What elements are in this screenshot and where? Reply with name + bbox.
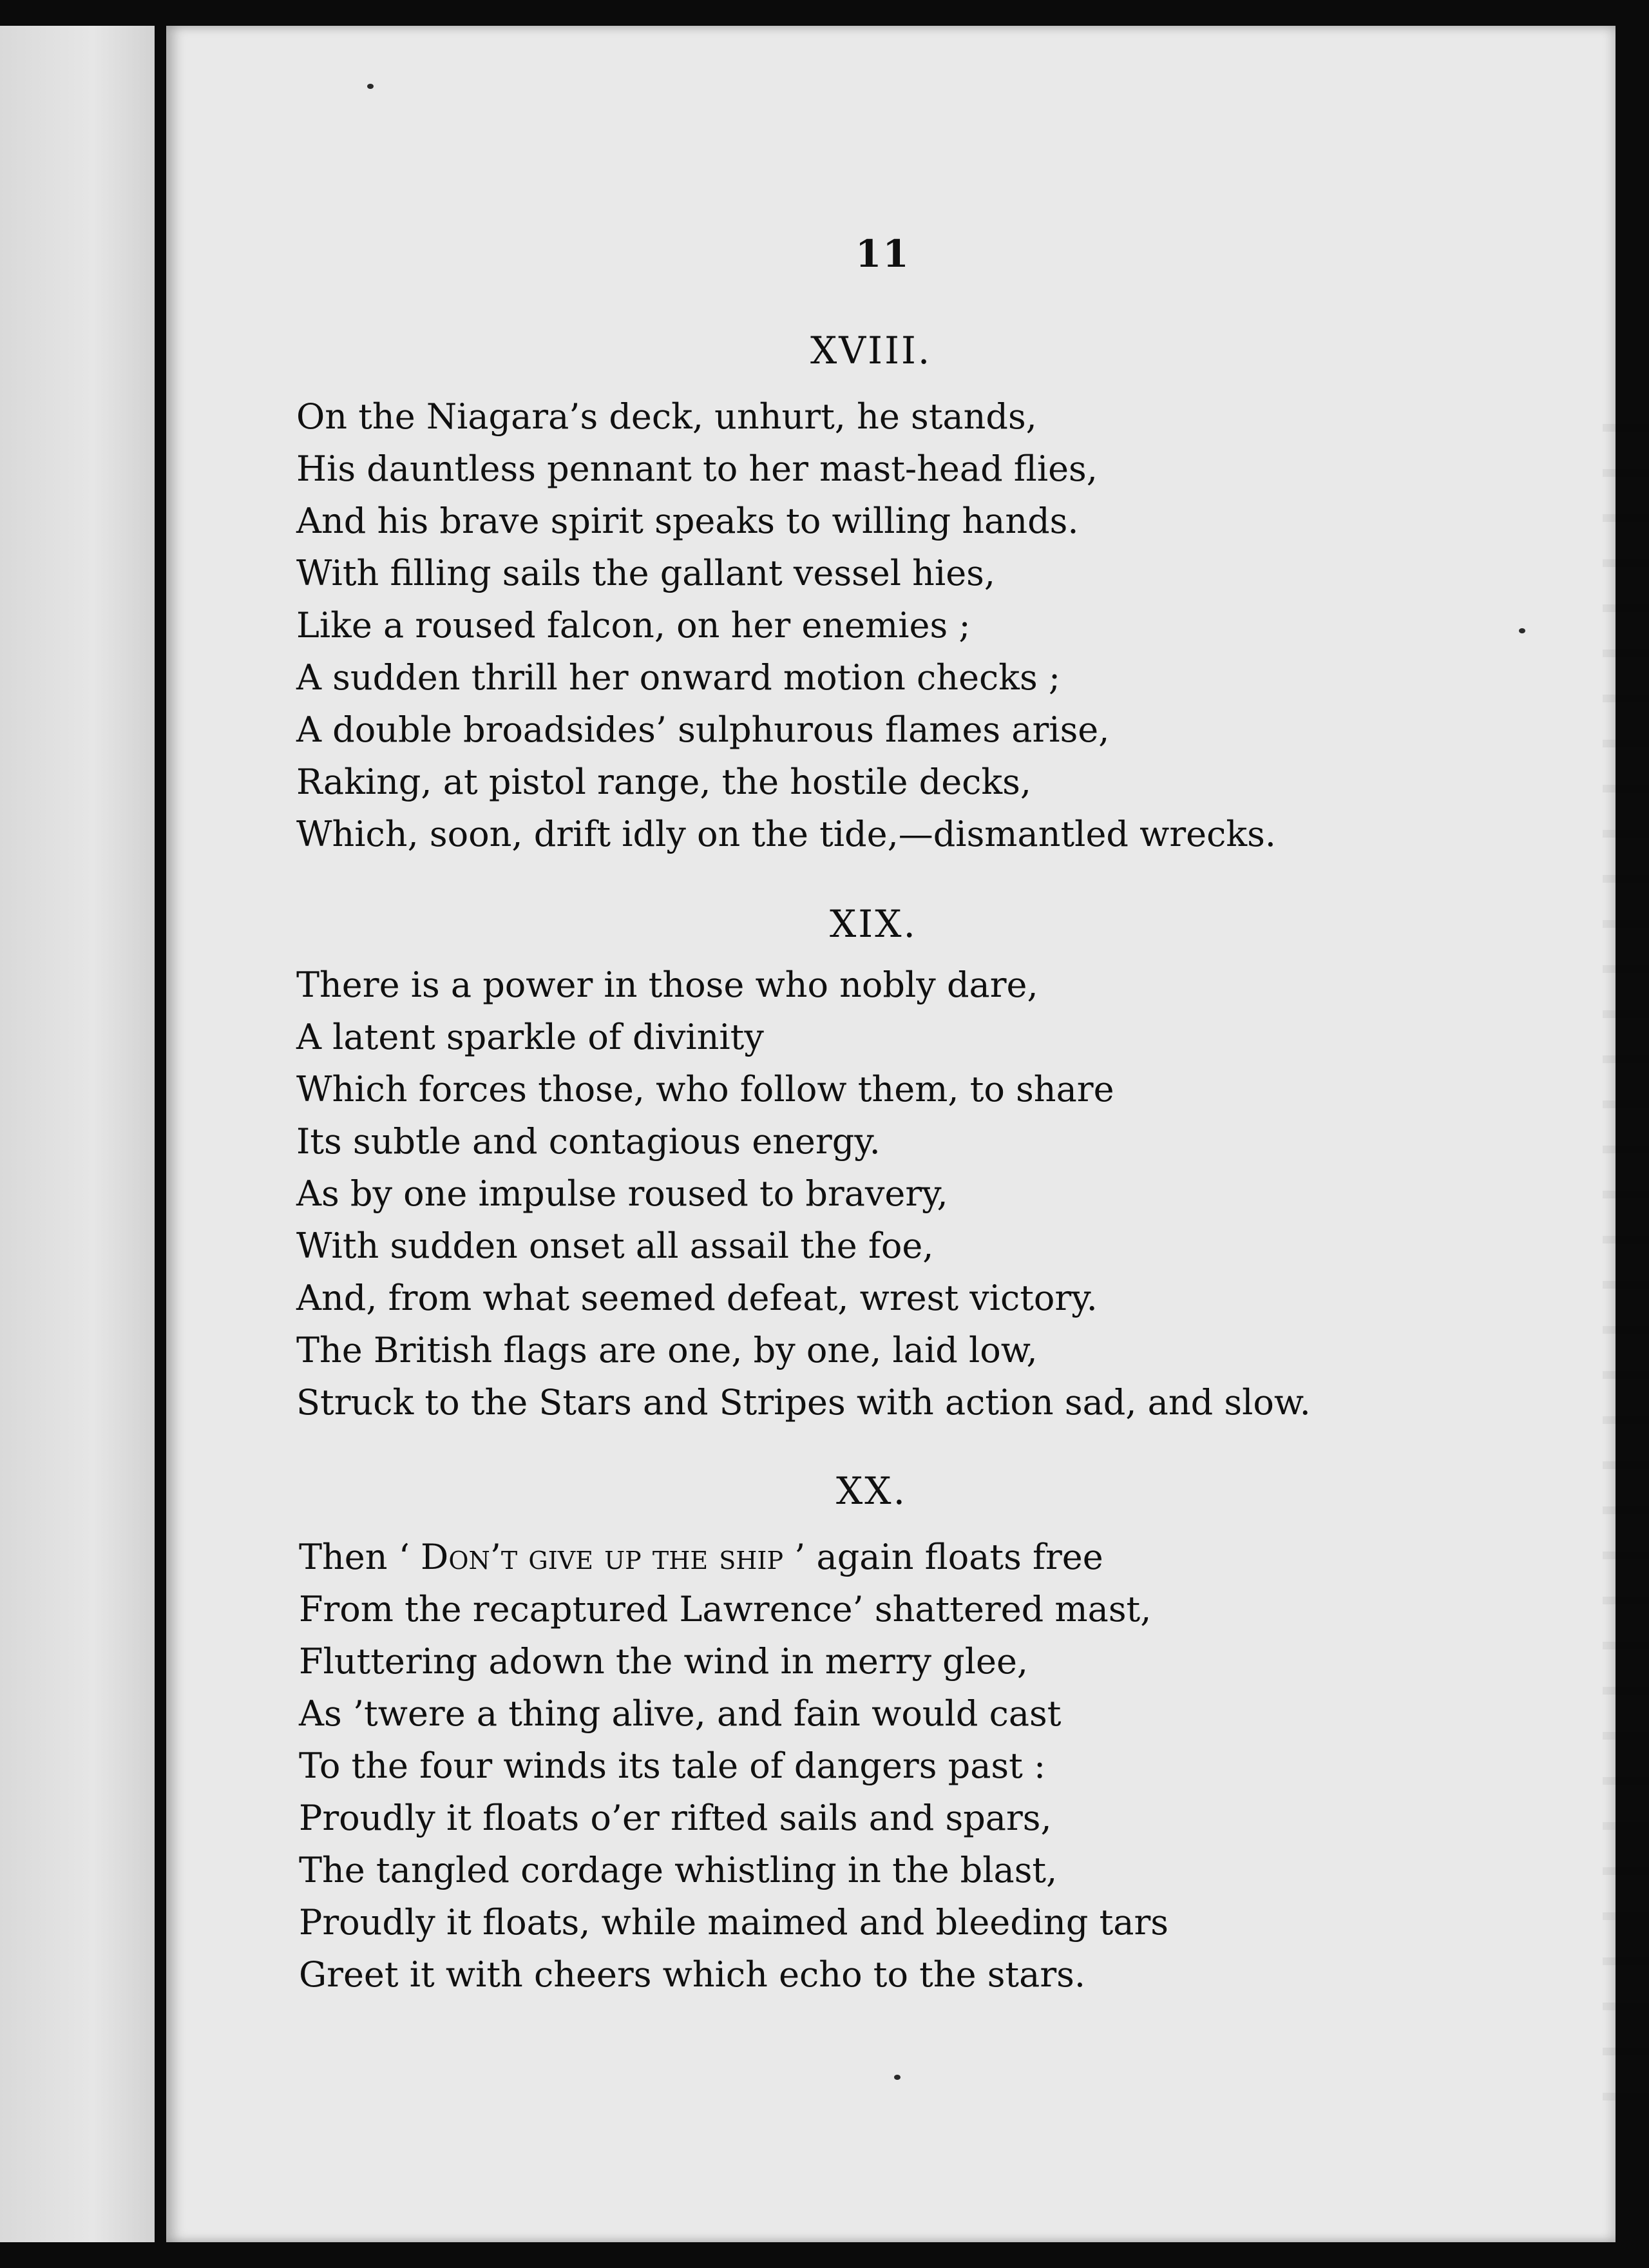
poem-line: His dauntless pennant to her mast-head flies, (296, 448, 1098, 489)
poem-line: From the recaptured Lawrence’ shattered mast, (299, 1589, 1152, 1629)
poem-line: A sudden thrill her onward motion checks ; (296, 657, 1061, 698)
poem-line: Fluttering adown the wind in merry glee, (299, 1641, 1029, 1682)
poem-line: With filling sails the gallant vessel hies, (296, 553, 996, 593)
previous-page-edge (0, 26, 155, 2242)
poem-line: And, from what seemed defeat, wrest victory. (296, 1278, 1098, 1318)
poem-line: With sudden onset all assail the foe, (296, 1225, 934, 1266)
stanza-xix (296, 959, 1520, 1428)
poem-line: Struck to the Stars and Stripes with action sad, and slow. (296, 1382, 1311, 1423)
poem-line: Which, soon, drift idly on the tide,—dismantled wrecks. (296, 814, 1276, 854)
stanza-xviii (296, 390, 1520, 860)
poem-line: The tangled cordage whistling in the blast, (299, 1850, 1058, 1890)
poem-line: The British flags are one, by one, laid low, (296, 1330, 1038, 1370)
poem-line: And his brave spirit speaks to willing hands. (296, 501, 1079, 541)
poem-line: Like a roused falcon, on her enemies ; (296, 605, 971, 646)
stanza-numeral-xix: XIX. (830, 902, 917, 946)
page-number: 11 (855, 232, 910, 276)
poem-line: Proudly it floats, while maimed and bleeding tars (299, 1902, 1168, 1943)
poem-line: Greet it with cheers which echo to the stars. (299, 1954, 1086, 1995)
poem-line: As ’twere a thing alive, and fain would cast (299, 1693, 1062, 1734)
stanza-xx (299, 1531, 1523, 2001)
poem-line: Proudly it floats o’er rifted sails and spars, (299, 1798, 1052, 1838)
poem-line: As by one impulse roused to bravery, (296, 1173, 948, 1214)
book-page (166, 26, 1616, 2242)
poem-line: A double broadsides’ sulphurous flames arise, (296, 709, 1110, 750)
poem-line: Raking, at pistol range, the hostile decks, (296, 762, 1031, 802)
poem-line: On the Niagara’s deck, unhurt, he stands, (296, 396, 1037, 437)
quote-open-text: Then ‘ (299, 1537, 421, 1577)
stanza-numeral-xviii: XVIII. (810, 329, 932, 372)
print-speck (894, 2075, 901, 2080)
poem-line-with-quote (299, 1531, 1523, 1583)
poem-line: A latent sparkle of divinity (296, 1017, 764, 1057)
poem-line: Its subtle and contagious energy. (296, 1121, 881, 1162)
stanza-numeral-xx: XX. (836, 1469, 908, 1513)
poem-line: To the four winds its tale of dangers past : (299, 1745, 1046, 1786)
quote-close-text: ’ again floats free (783, 1537, 1103, 1577)
poem-line: Which forces those, who follow them, to share (296, 1069, 1114, 1110)
page-content (166, 26, 1616, 2242)
print-speck (1519, 628, 1525, 633)
poem-line: There is a power in those who nobly dare, (296, 965, 1038, 1005)
quoted-motto: Don’t give up the ship (421, 1537, 784, 1577)
print-speck (367, 84, 374, 89)
